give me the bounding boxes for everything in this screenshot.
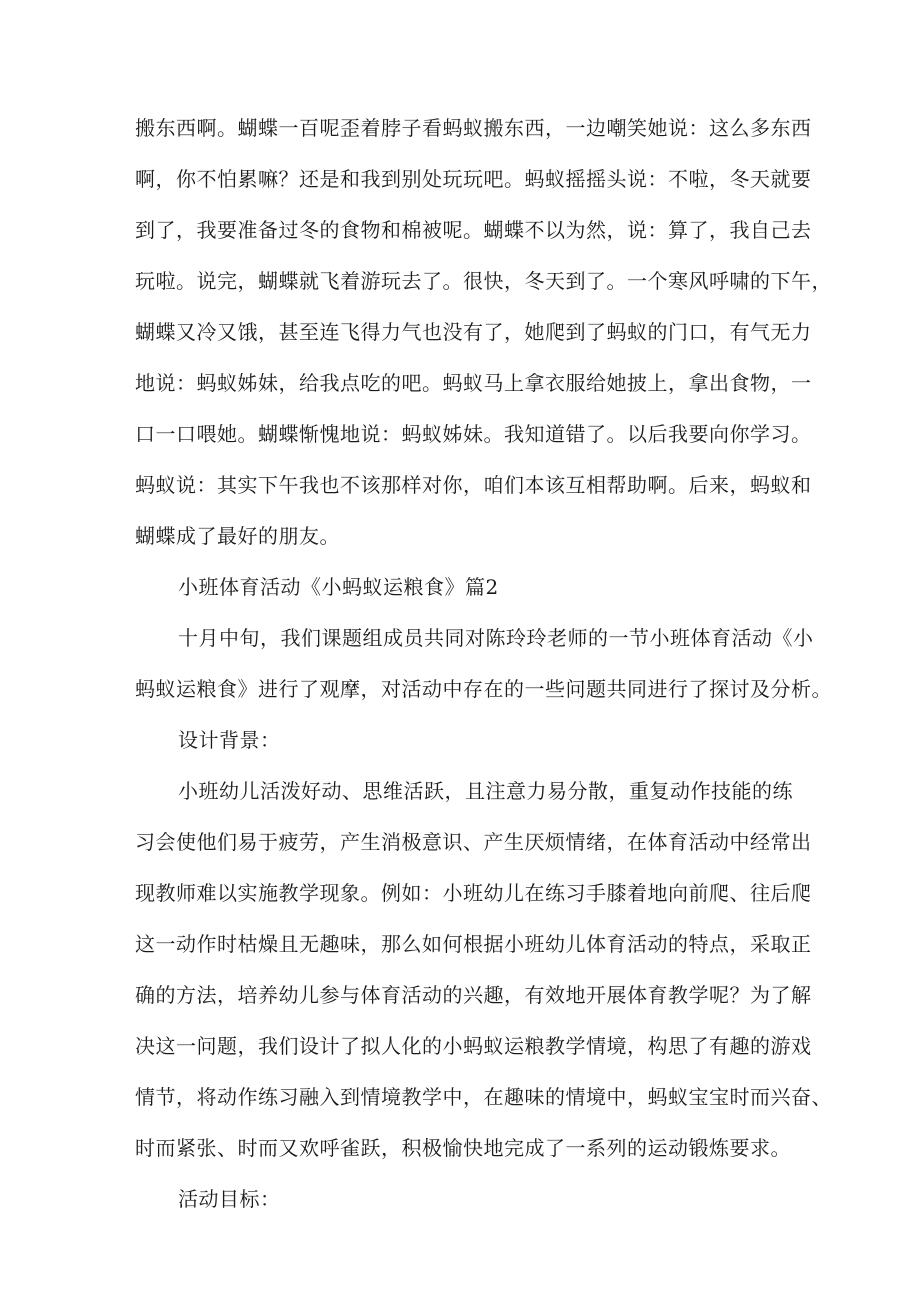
design-background-heading: 设计背景： [178,728,281,752]
background-line-5: 确的方法，培养幼儿参与体育活动的兴趣，有效地开展体育教学呢？为了解 [135,983,812,1007]
story-line-4: 玩啦。说完，蝴蝶就飞着游玩去了。很快，冬天到了。一个寒风呼啸的下午， [135,269,832,293]
story-line-3: 到了，我要准备过冬的食物和棉被呢。蝴蝶不以为然，说：算了，我自己去 [135,218,812,242]
activity-goals-heading: 活动目标： [178,1187,281,1211]
background-line-3: 现教师难以实施教学现象。例如：小班幼儿在练习手膝着地向前爬、往后爬 [135,881,812,905]
story-line-8: 蚂蚁说：其实下午我也不该那样对你，咱们本该互相帮助啊。后来，蚂蚁和 [135,473,812,497]
background-line-7: 情节，将动作练习融入到情境教学中，在趣味的情境中，蚂蚁宝宝时而兴奋、 [135,1085,832,1109]
story-line-2: 啊，你不怕累嘛？还是和我到别处玩玩吧。蚂蚁摇摇头说：不啦，冬天就要 [135,167,812,191]
intro-line-1: 十月中旬，我们课题组成员共同对陈玲玲老师的一节小班体育活动《小 [178,626,814,650]
story-line-5: 蝴蝶又冷又饿，甚至连飞得力气也没有了，她爬到了蚂蚁的门口，有气无力 [135,320,812,344]
background-line-8: 时而紧张、时而又欢呼雀跃，积极愉快地完成了一系列的运动锻炼要求。 [135,1136,791,1160]
story-line-1: 搬东西啊。蝴蝶一百呢歪着脖子看蚂蚁搬东西，一边嘲笑她说：这么多东西 [135,116,812,140]
background-line-1: 小班幼儿活泼好动、思维活跃，且注意力易分散，重复动作技能的练 [178,779,793,803]
background-line-2: 习会使他们易于疲劳，产生消极意识、产生厌烦情绪，在体育活动中经常出 [135,830,812,854]
story-line-6: 地说：蚂蚁姊妹，给我点吃的吧。蚂蚁马上拿衣服给她披上，拿出食物，一 [135,371,812,395]
story-line-7: 口一口喂她。蝴蝶惭愧地说：蚂蚁姊妹。我知道错了。以后我要向你学习。 [135,422,812,446]
background-line-6: 决这一问题，我们设计了拟人化的小蚂蚁运粮教学情境，构思了有趣的游戏 [135,1034,812,1058]
section-heading: 小班体育活动《小蚂蚁运粮食》篇2 [178,575,499,599]
story-line-9: 蝴蝶成了最好的朋友。 [135,524,340,548]
background-line-4: 这一动作时枯燥且无趣味，那么如何根据小班幼儿体育活动的特点，采取正 [135,932,812,956]
intro-line-2: 蚂蚁运粮食》进行了观摩，对活动中存在的一些问题共同进行了探讨及分析。 [135,677,832,701]
